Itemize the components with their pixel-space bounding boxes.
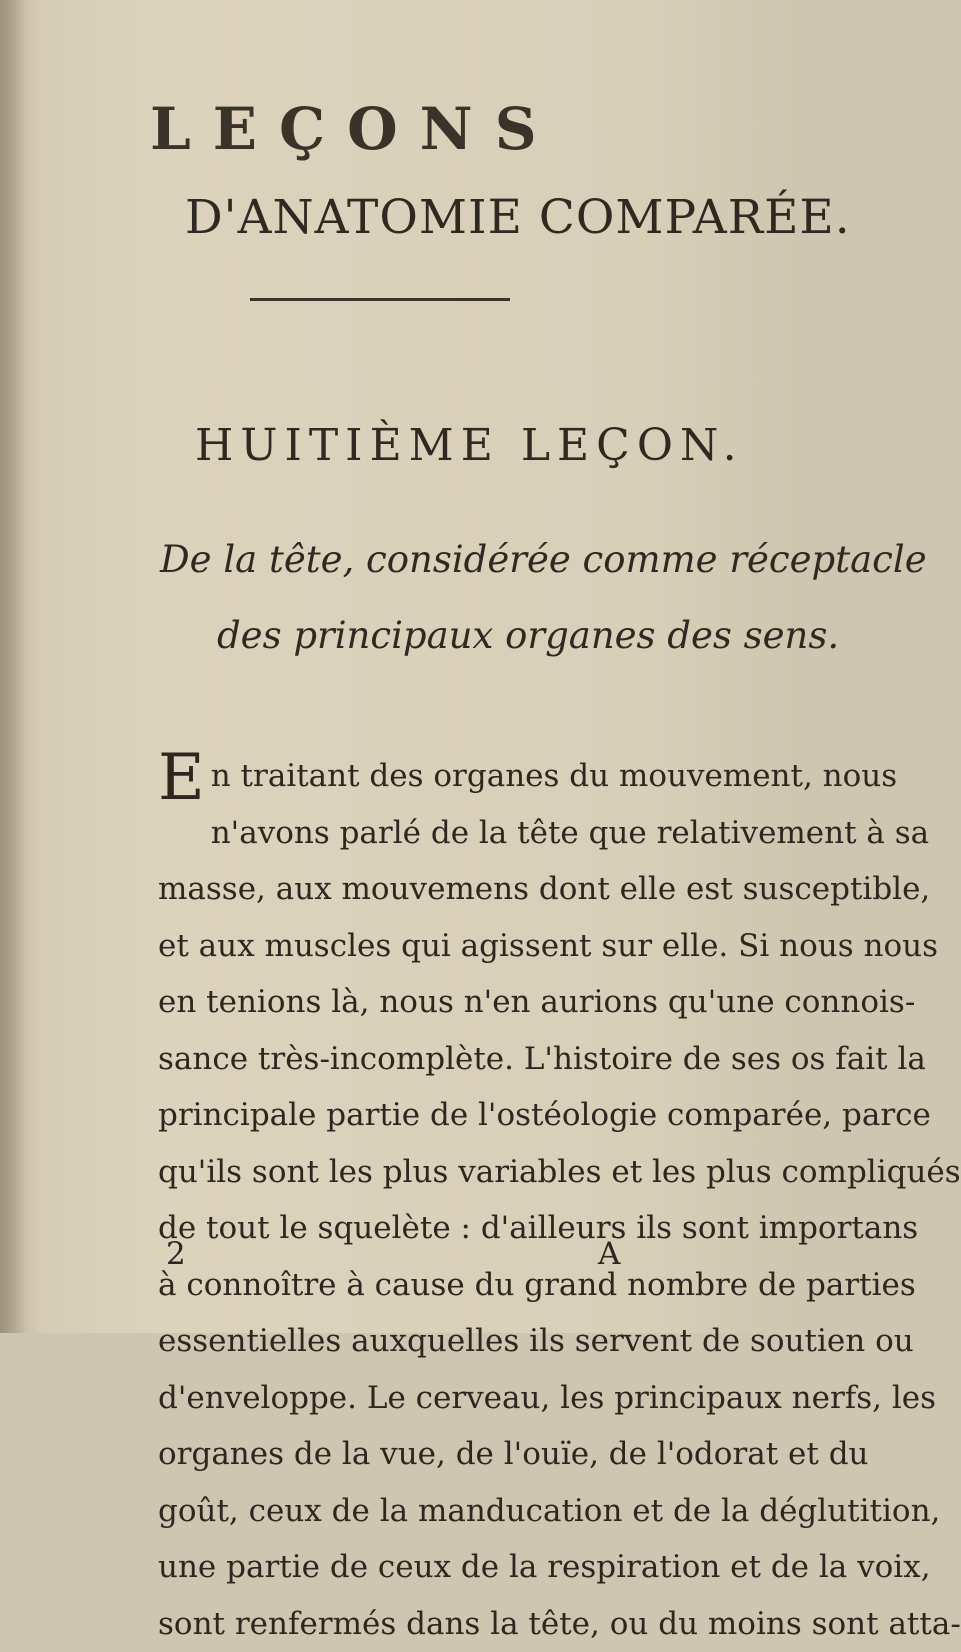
body-line: n traitant des organes du mouvement, nous [158,748,768,805]
body-text [158,748,768,1652]
body-line: qu'ils sont les plus variables et les plus compliqués [158,1144,768,1201]
body-line: essentielles auxquelles ils servent de soutien ou [158,1313,768,1370]
body-line: sont renfermés dans la tête, ou du moins sont atta- [158,1596,768,1652]
signature-mark: 2 [166,1236,186,1272]
summary-line-2: des principaux organes des sens. [160,598,760,674]
title-rule [250,298,510,301]
body-line: masse, aux mouvemens dont elle est susceptible, [158,861,768,918]
book-title: D'ANATOMIE COMPARÉE. [185,190,705,245]
page-gutter-shadow [0,0,26,1333]
body-line: une partie de ceux de la respiration et de la voix, [158,1539,768,1596]
chapter-summary [160,522,760,674]
body-line: en tenions là, nous n'en aurions qu'une connois- [158,974,768,1031]
running-title: LEÇONS [150,95,650,163]
body-line: organes de la vue, de l'ouïe, de l'odorat et du [158,1426,768,1483]
body-line: et aux muscles qui agissent sur elle. Si nous nous [158,918,768,975]
body-line: goût, ceux de la manducation et de la déglutition, [158,1483,768,1540]
body-line: sance très-incomplète. L'histoire de ses os fait la [158,1031,768,1088]
body-line: à connoître à cause du grand nombre de parties [158,1257,768,1314]
drop-cap: E [158,750,205,806]
body-line: n'avons parlé de la tête que relativement à sa [158,805,768,862]
body-line: de tout le squelète : d'ailleurs ils sont importans [158,1200,768,1257]
summary-line-1: De la tête, considérée comme réceptacle [160,522,760,598]
chapter-heading: HUITIÈME LEÇON. [195,420,715,471]
body-line: principale partie de l'ostéologie comparée, parce [158,1087,768,1144]
body-line: d'enveloppe. Le cerveau, les principaux nerfs, les [158,1370,768,1427]
catchword: A [598,1236,620,1272]
